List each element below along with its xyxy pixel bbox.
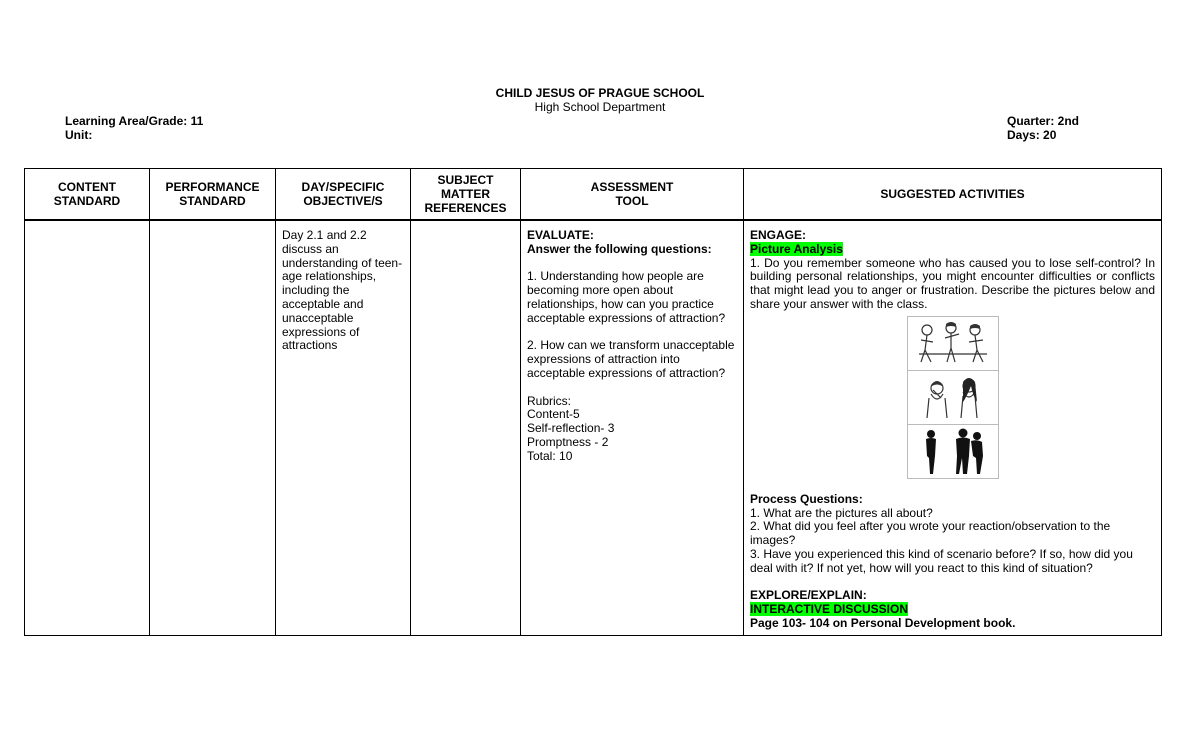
col-content-standard: CONTENT STANDARD xyxy=(25,169,150,221)
explore-label: EXPLORE/EXPLAIN: xyxy=(750,588,867,603)
picture-analysis-label: Picture Analysis xyxy=(750,241,843,256)
group-argument-illustration xyxy=(908,317,998,371)
school-name: CHILD JESUS OF PRAGUE SCHOOL xyxy=(495,86,705,100)
question-2: 2. How can we transform unacceptable expressions of attraction into acceptable expressions of attraction? xyxy=(527,338,735,380)
rubric-item: Promptness - 2 xyxy=(527,434,609,449)
department-name: High School Department xyxy=(534,100,666,114)
rubrics-title: Rubrics: xyxy=(527,393,572,408)
rubric-item: Self-reflection- 3 xyxy=(527,421,615,436)
process-question: 1. What are the pictures all about? xyxy=(750,505,933,520)
cell-objective: Day 2.1 and 2.2 discuss an understanding of teen- age relationships, including the acceptable and unacceptable expressions of attractions xyxy=(276,220,411,635)
process-question: 3. Have you experienced this kind of scenario before? If so, how did you xyxy=(750,546,1133,561)
rubric-item: Total: 10 xyxy=(527,448,573,463)
page-reference: Page 103- 104 on Personal Development book. xyxy=(750,615,1016,630)
learning-area: Learning Area/Grade: 11 xyxy=(65,114,204,128)
cell-activities xyxy=(744,220,1162,635)
engage-label: ENGAGE: xyxy=(750,228,807,242)
lesson-plan-table xyxy=(24,168,1162,636)
engage-text: 1. Do you remember someone who has caused you to lose self-control? In building personal relationships, you might encounter difficulties or conflicts that might lead you to anger or frustration. Describe the pictures below and share your answer with the class. xyxy=(750,255,1155,311)
picture-strip xyxy=(907,316,999,479)
col-activities: SUGGESTED ACTIVITIES xyxy=(744,169,1162,221)
rubric-item: Content-5 xyxy=(527,407,580,422)
unit-label: Unit: xyxy=(65,128,93,142)
quarter-label: Quarter: 2nd xyxy=(1007,114,1080,128)
meta-left xyxy=(65,114,203,142)
cell-performance-standard xyxy=(150,220,276,635)
col-references: SUBJECT MATTER REFERENCES xyxy=(411,169,521,221)
evaluate-instruction: Answer the following questions: xyxy=(527,241,712,256)
meta-right xyxy=(1007,114,1079,142)
process-question: deal with it? If not yet, how will you react to this kind of situation? xyxy=(750,560,1093,575)
cell-assessment xyxy=(521,220,744,635)
days-label: Days: 20 xyxy=(1007,128,1057,142)
silhouettes-illustration xyxy=(908,425,998,478)
col-assessment: ASSESSMENT TOOL xyxy=(521,169,744,221)
cell-content-standard xyxy=(25,220,150,635)
col-objective: DAY/SPECIFIC OBJECTIVE/S xyxy=(276,169,411,221)
process-questions-label: Process Questions: xyxy=(750,491,863,506)
col-performance-standard: PERFORMANCE STANDARD xyxy=(150,169,276,221)
couple-upset-illustration xyxy=(908,371,998,425)
process-question: 2. What did you feel after you wrote your reaction/observation to the images? xyxy=(750,519,1111,548)
question-1: 1. Understanding how people are becoming more open about relationships, how can you practice acceptable expressions of attraction? xyxy=(527,269,726,325)
evaluate-label: EVALUATE: xyxy=(527,228,594,242)
cell-references xyxy=(411,220,521,635)
interactive-discussion-label: INTERACTIVE DISCUSSION xyxy=(750,602,909,617)
